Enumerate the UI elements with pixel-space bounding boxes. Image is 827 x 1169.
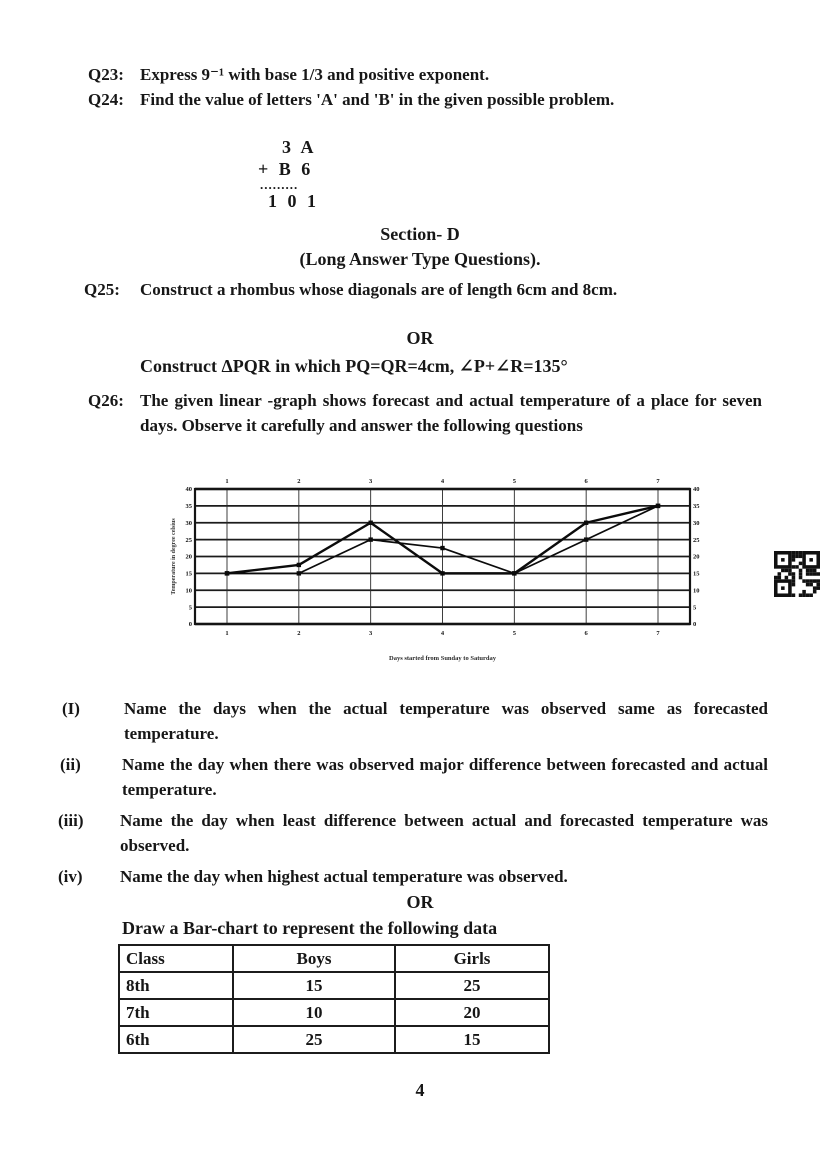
svg-text:2: 2	[297, 478, 301, 485]
svg-text:5: 5	[512, 630, 516, 637]
class-boys-girls-table	[118, 944, 550, 1054]
svg-text:Days started from Sunday to Sa: Days started from Sunday to Saturday	[389, 655, 496, 662]
svg-text:30: 30	[693, 519, 700, 527]
table-cell-class: 8th	[119, 972, 233, 999]
svg-text:3: 3	[369, 478, 373, 485]
section-title: Section- D	[380, 224, 460, 244]
svg-text:7: 7	[656, 478, 660, 485]
q25-text: Construct a rhombus whose diagonals are of length 6cm and 8cm.	[140, 280, 618, 299]
table-cell-girls: 15	[395, 1026, 549, 1053]
subquestion-iii-label: (iii)	[58, 811, 84, 830]
question-q23	[88, 62, 760, 87]
table-header-class: Class	[119, 945, 233, 972]
svg-text:1: 1	[225, 478, 229, 485]
addition-result: 1 0 1	[268, 191, 319, 211]
table-cell-boys: 15	[233, 972, 395, 999]
bar-chart-prompt: Draw a Bar-chart to represent the following data	[122, 918, 498, 938]
addition-line2: + B 6	[258, 159, 314, 179]
svg-text:0: 0	[188, 621, 192, 629]
svg-text:4: 4	[440, 630, 445, 637]
page-number: 4	[415, 1080, 425, 1100]
svg-text:40: 40	[185, 486, 192, 494]
svg-text:Temperature in degree celsius: Temperature in degree celsius	[171, 518, 177, 595]
svg-text:25: 25	[693, 536, 700, 544]
addition-rule: .........	[260, 177, 299, 192]
q25-alt-text: Construct ΔPQR in which PQ=QR=4cm, ∠P+∠R=135°	[140, 356, 568, 376]
table-cell-girls: 25	[395, 972, 549, 999]
table-header-girls: Girls	[395, 945, 549, 972]
subquestion-ii-text: Name the day when there was observed major difference between forecasted and actual temperature.	[122, 755, 768, 799]
table-header-row	[119, 945, 549, 972]
q25-label: Q25:	[84, 280, 120, 299]
qr-code	[772, 551, 822, 597]
svg-text:35: 35	[693, 503, 700, 511]
table-cell-class: 7th	[119, 999, 233, 1026]
svg-text:10: 10	[693, 587, 700, 595]
subquestion-ii-label: (ii)	[60, 755, 81, 774]
q26-label: Q26:	[88, 391, 124, 410]
question-q26	[88, 388, 762, 438]
table-cell-girls: 20	[395, 999, 549, 1026]
section-subtitle: (Long Answer Type Questions).	[299, 249, 541, 269]
table-cell-boys: 10	[233, 999, 395, 1026]
subquestion-i-text: Name the days when the actual temperature was observed same as forecasted temperature.	[124, 699, 768, 743]
subquestion-ii	[60, 752, 768, 802]
svg-text:25: 25	[185, 536, 192, 544]
table-row	[119, 1026, 549, 1053]
svg-text:20: 20	[185, 553, 192, 561]
svg-text:30: 30	[185, 519, 192, 527]
subquestion-iv-label: (iv)	[58, 867, 83, 886]
temperature-line-chart	[168, 472, 716, 664]
svg-text:4: 4	[440, 478, 445, 485]
svg-text:15: 15	[185, 570, 192, 578]
question-q24	[88, 87, 760, 112]
or-divider-2: OR	[406, 892, 434, 912]
svg-text:6: 6	[584, 478, 588, 485]
svg-text:2: 2	[297, 630, 301, 637]
qr-code-image	[772, 551, 822, 597]
chart-canvas	[168, 472, 716, 664]
subquestion-iv	[58, 864, 768, 889]
svg-text:15: 15	[693, 570, 700, 578]
subquestion-iv-text: Name the day when highest actual temperature was observed.	[120, 867, 568, 886]
svg-text:7: 7	[656, 630, 660, 637]
q26-text: The given linear -graph shows forecast and actual temperature of a place for seven days. Observe it carefully and answer the following questions	[140, 391, 762, 435]
subquestion-i-label: (I)	[62, 699, 80, 718]
subquestion-i	[62, 696, 768, 746]
svg-text:6: 6	[584, 630, 588, 637]
addition-problem	[258, 136, 319, 212]
table-header-boys: Boys	[233, 945, 395, 972]
svg-text:5: 5	[512, 478, 516, 485]
svg-text:1: 1	[225, 630, 229, 637]
table-row	[119, 999, 549, 1026]
question-q25	[84, 277, 760, 302]
subquestion-iii	[58, 808, 768, 858]
subquestion-iii-text: Name the day when least difference between actual and forecasted temperature was observed.	[120, 811, 768, 855]
q24-text: Find the value of letters 'A' and 'B' in the given possible problem.	[140, 90, 615, 109]
svg-text:35: 35	[185, 503, 192, 511]
svg-text:20: 20	[693, 553, 700, 561]
q23-text: Express 9⁻¹ with base 1/3 and positive exponent.	[140, 65, 490, 84]
addition-line1: 3 A	[282, 137, 317, 157]
svg-text:10: 10	[185, 587, 192, 595]
svg-text:5: 5	[188, 604, 192, 612]
table-cell-boys: 25	[233, 1026, 395, 1053]
or-divider-1: OR	[406, 328, 434, 348]
table-row	[119, 972, 549, 999]
svg-text:5: 5	[693, 604, 697, 612]
svg-text:3: 3	[369, 630, 373, 637]
q24-label: Q24:	[88, 90, 124, 109]
table-cell-class: 6th	[119, 1026, 233, 1053]
svg-text:0: 0	[693, 621, 697, 629]
q23-label: Q23:	[88, 65, 124, 84]
svg-text:40: 40	[693, 486, 700, 494]
